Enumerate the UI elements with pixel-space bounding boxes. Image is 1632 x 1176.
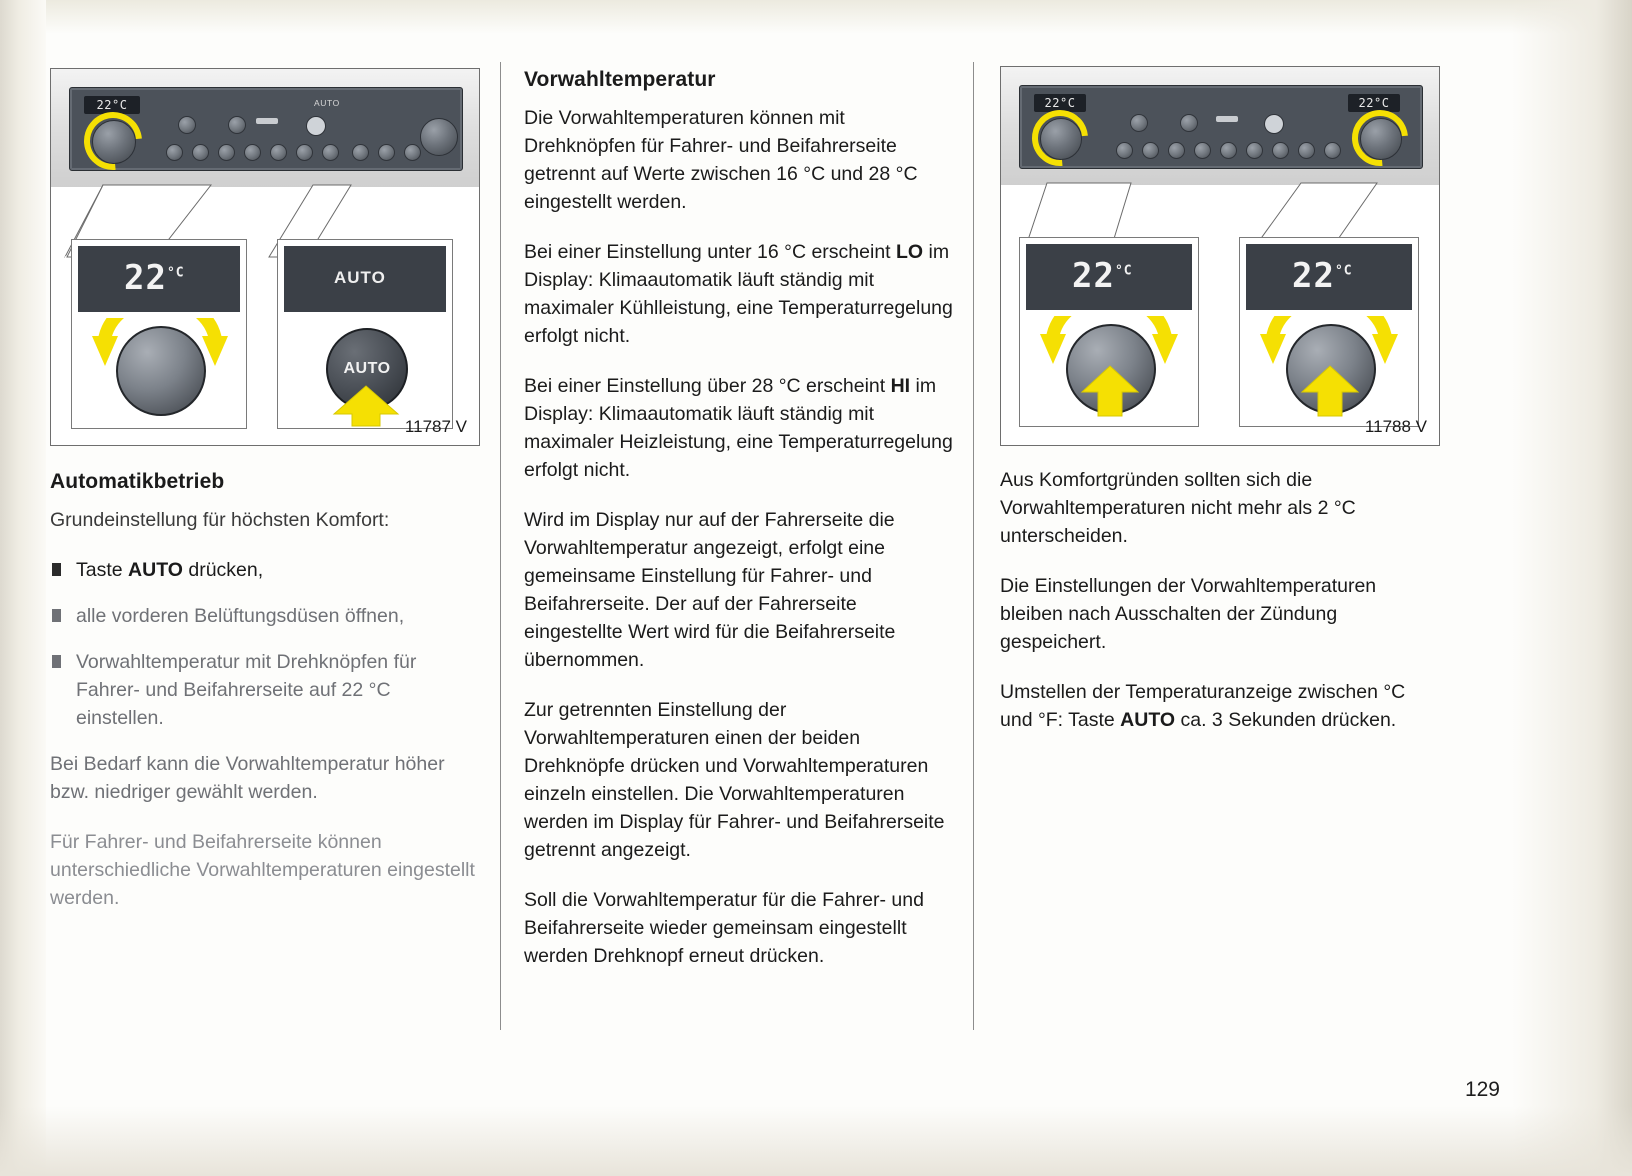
column-divider-2: [973, 62, 974, 1030]
callout-auto-button: [277, 239, 453, 429]
column3-paragraph-2: Die Einstellungen der Vorwahltemperaturen bleiben nach Ausschalten der Zündung gespeichert.: [1000, 575, 1377, 653]
para3-bold-hi: HI: [890, 375, 911, 397]
scan-edge-top: [0, 0, 1632, 34]
column2-paragraph-2: [524, 238, 960, 350]
list-item-text-post: drücken,: [182, 559, 264, 581]
callout-driver-temp-value: [1072, 256, 1133, 296]
climate-control-panel-dual: [1019, 85, 1423, 169]
para3-bold-auto: AUTO: [1120, 709, 1176, 731]
figure-code-left: 11787 V: [404, 417, 467, 436]
callout-passenger-temp-number: 22: [1292, 256, 1335, 296]
scan-edge-left: [0, 0, 46, 1176]
panel-button-2-dual[interactable]: [1180, 114, 1198, 132]
rotation-and-press-arrows-driver: [1034, 316, 1186, 426]
scan-edge-right: [1512, 0, 1632, 1176]
list-item-text: alle vorderen Belüftungsdüsen öffnen,: [76, 605, 405, 627]
callout-driver-temp-number: 22: [1072, 256, 1115, 296]
panel-button-10-dual[interactable]: [1324, 142, 1341, 159]
list-item: [50, 556, 482, 584]
panel-button-4-dual[interactable]: [1142, 142, 1159, 159]
callout-temp-unit: °C: [166, 265, 185, 281]
panel-button-3-dual[interactable]: [1116, 142, 1133, 159]
list-item-text-pre: Taste: [76, 559, 129, 581]
automatic-mode-steps: [50, 556, 482, 732]
climate-control-panel: [69, 87, 463, 171]
panel-indicator-bar-dual: [1216, 116, 1238, 122]
panel-button-4[interactable]: [192, 144, 209, 161]
panel-button-8[interactable]: [322, 144, 339, 161]
column-2: [524, 66, 960, 992]
panel-button-6-dual[interactable]: [1220, 142, 1237, 159]
figure-automatic-mode: [50, 68, 480, 446]
column-3: [1000, 466, 1440, 756]
panel-temperature-display-left: 22°C: [1034, 94, 1086, 112]
panel-auto-label: AUTO: [314, 98, 340, 108]
panel-button-5[interactable]: [244, 144, 261, 161]
callout-temperature-value: [124, 258, 185, 298]
auto-button[interactable]: AUTO: [326, 328, 408, 410]
scan-edge-bottom: [0, 1106, 1632, 1176]
list-item-text-bold: AUTO: [128, 559, 183, 581]
callout-temperature-display: [71, 239, 247, 429]
column1-intro: Grundeinstellung für höchsten Komfort:: [50, 509, 390, 531]
bullet-square-icon: [52, 563, 61, 576]
callout-passenger-temperature: [1239, 237, 1419, 427]
bullet-square-icon: [52, 655, 61, 668]
panel-button-auto[interactable]: [218, 144, 235, 161]
column2-paragraph-4: Wird im Display nur auf der Fahrerseite die Vorwahltemperatur angezeigt, erfolgt eine gemeinsame Einstellung für Fahrer- und Beifahrerseite. Der auf der Fahrerseite eingestellte Wert wird für die Beifahrerseite übernommen.: [524, 509, 896, 671]
column-divider-1: [500, 62, 501, 1030]
callout-temp-number: 22: [124, 258, 167, 298]
column2-paragraph-3: [524, 372, 960, 484]
column2-paragraph-1: Die Vorwahltemperaturen können mit Drehknöpfen für Fahrer- und Beifahrerseite getrennt auf Werte zwischen 16 °C und 28 °C eingestellt werden.: [524, 107, 918, 213]
callout-driver-temperature: [1019, 237, 1199, 427]
panel-temperature-display: 22°C: [84, 96, 140, 114]
column-1: [50, 468, 482, 934]
para3-pre: Umstellen der Temperaturanzeige zwischen °C und °F: Taste: [1000, 681, 1406, 731]
section-heading-automatikbetrieb: Automatikbetrieb: [50, 470, 225, 493]
panel-button-11[interactable]: [404, 144, 421, 161]
figure-code-right: 11788 V: [1364, 417, 1427, 436]
panel-temperature-display-right: 22°C: [1348, 94, 1400, 112]
rotation-and-press-arrows-passenger: [1254, 316, 1406, 426]
panel-button-2[interactable]: [228, 116, 246, 134]
panel-button-3[interactable]: [166, 144, 183, 161]
column3-paragraph-3: [1000, 678, 1440, 734]
para3-post: im Display: Klimaautomatik läuft ständig mit maximaler Heizleistung, eine Temperaturregelung erfolgt nicht.: [524, 375, 953, 481]
panel-button-6[interactable]: [270, 144, 287, 161]
panel-indicator-bar: [256, 118, 278, 124]
panel-button-8-dual[interactable]: [1272, 142, 1289, 159]
panel-button-5-dual[interactable]: [1194, 142, 1211, 159]
panel-button-defrost[interactable]: [306, 116, 326, 136]
para2-post: im Display: Klimaautomatik läuft ständig mit maximaler Kühlleistung, eine Temperaturregelung erfolgt nicht.: [524, 241, 953, 347]
press-arrow-up: [332, 384, 404, 428]
section-heading-vorwahltemperatur: Vorwahltemperatur: [524, 68, 716, 91]
panel-button-1-dual[interactable]: [1130, 114, 1148, 132]
para3-post: ca. 3 Sekunden drücken.: [1175, 709, 1397, 731]
figure-dual-temperature: [1000, 66, 1440, 446]
panel-button-auto-dual[interactable]: [1168, 142, 1185, 159]
page-number: 129: [1464, 1078, 1500, 1101]
para2-pre: Bei einer Einstellung unter 16 °C erscheint: [524, 241, 897, 263]
column2-paragraph-6: Soll die Vorwahltemperatur für die Fahrer- und Beifahrerseite wieder gemeinsam eingestellt werden Drehknopf erneut drücken.: [524, 889, 924, 967]
panel-button-7[interactable]: [296, 144, 313, 161]
column1-paragraph-2: Für Fahrer- und Beifahrerseite können unterschiedliche Vorwahltemperaturen eingestellt werden.: [50, 831, 475, 909]
list-item-text: Vorwahltemperatur mit Drehknöpfen für Fahrer- und Beifahrerseite auf 22 °C einstellen.: [76, 651, 417, 729]
blower-knob[interactable]: [420, 118, 458, 156]
callout-driver-temp-unit: °C: [1114, 263, 1133, 279]
column1-paragraph-1: Bei Bedarf kann die Vorwahltemperatur höher bzw. niedriger gewählt werden.: [50, 753, 445, 803]
callout-passenger-temp-value: [1292, 256, 1353, 296]
list-item: [50, 648, 482, 732]
panel-button-defrost-dual[interactable]: [1264, 114, 1284, 134]
panel-button-1[interactable]: [178, 116, 196, 134]
panel-button-9-dual[interactable]: [1298, 142, 1315, 159]
panel-button-9[interactable]: [352, 144, 369, 161]
rotation-arrow-double: [86, 318, 234, 422]
para3-pre: Bei einer Einstellung über 28 °C erscheint: [524, 375, 891, 397]
callout-auto-text: AUTO: [334, 268, 386, 287]
callout-passenger-temp-unit: °C: [1334, 263, 1353, 279]
panel-button-10[interactable]: [378, 144, 395, 161]
column2-paragraph-5: Zur getrennten Einstellung der Vorwahltemperaturen einen der beiden Drehknöpfe drücken und Vorwahltemperaturen einzeln einstellen. Die Vorwahltemperaturen werden im Display für Fahrer- und Beifahrerseite getrennt angezeigt.: [524, 699, 945, 861]
column3-paragraph-1: Aus Komfortgründen sollten sich die Vorwahltemperaturen nicht mehr als 2 °C unterscheiden.: [1000, 469, 1356, 547]
bullet-square-icon: [52, 609, 61, 622]
para2-bold-lo: LO: [896, 241, 924, 263]
list-item: [50, 602, 482, 630]
panel-button-7-dual[interactable]: [1246, 142, 1263, 159]
